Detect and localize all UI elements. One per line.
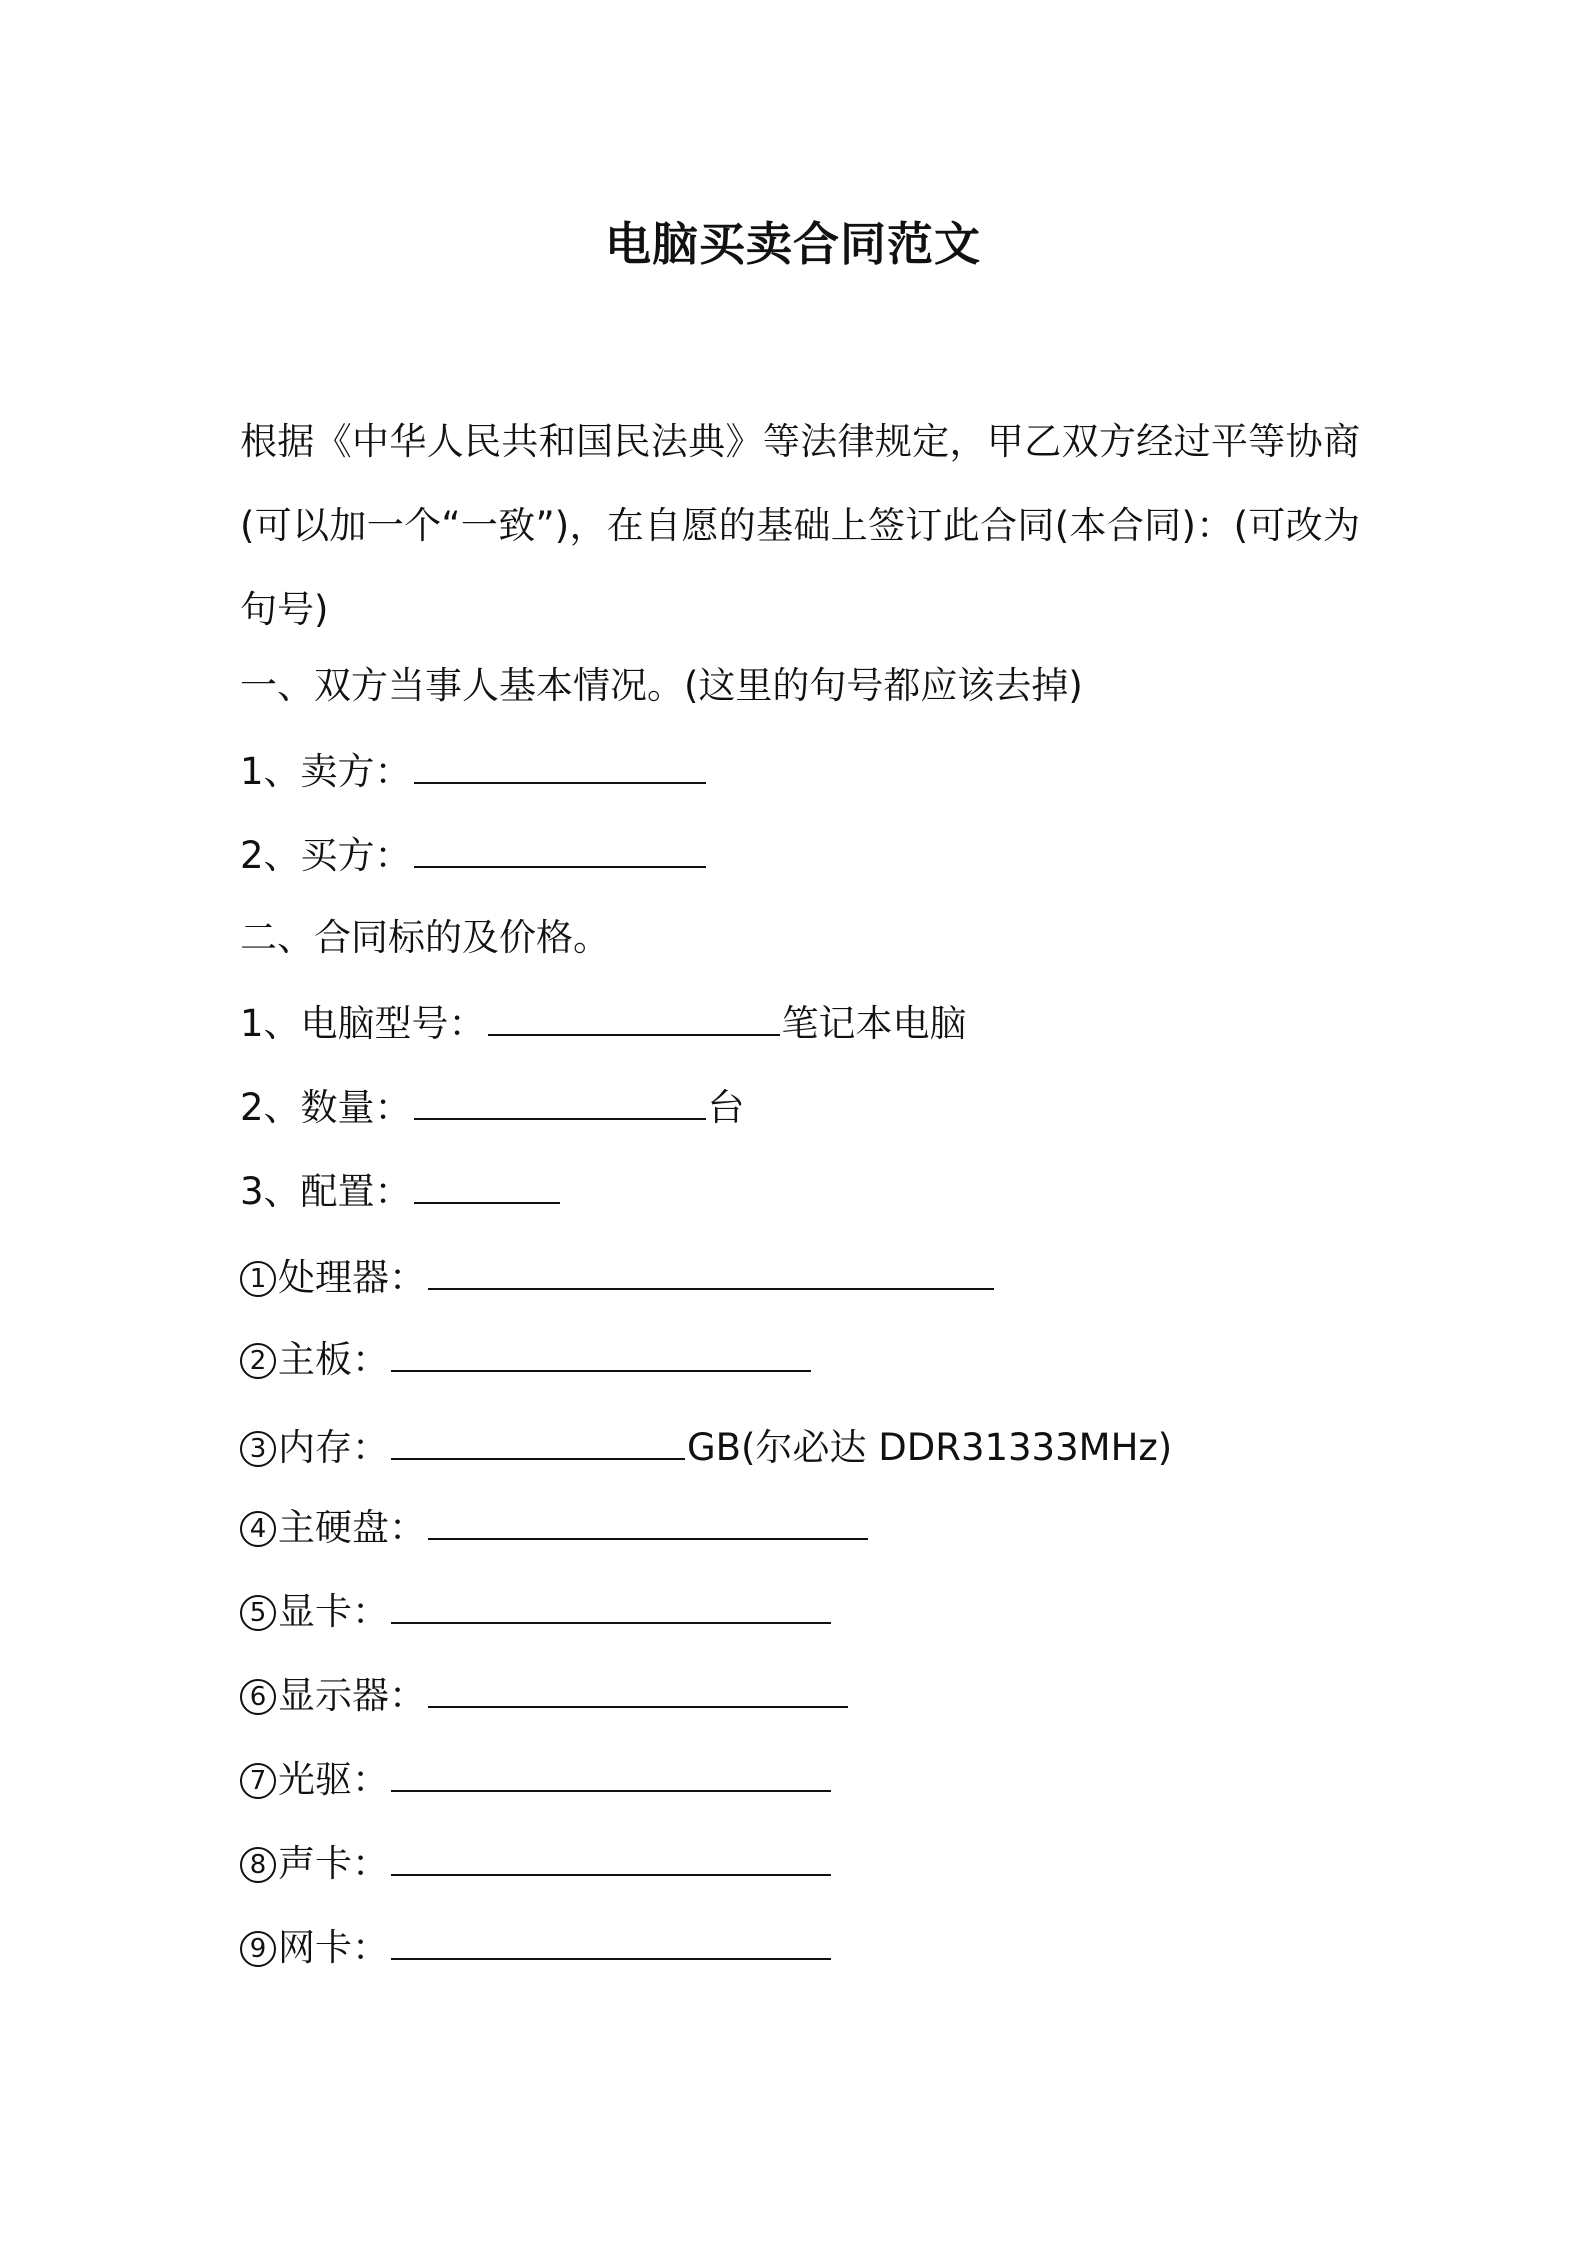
config-item-label: 显示器：: [278, 1674, 426, 1717]
buyer-line: [240, 828, 708, 882]
network-card-blank[interactable]: [391, 1920, 831, 1960]
monitor-blank[interactable]: [428, 1668, 848, 1708]
config-item: [240, 1752, 833, 1806]
config-item-label: 主硬盘：: [278, 1506, 426, 1549]
document-title: 电脑买卖合同范文: [605, 217, 981, 271]
quantity-blank[interactable]: [414, 1080, 706, 1120]
circled-number: 6: [240, 1679, 276, 1715]
intro-paragraph: 根据《中华人民共和国民法典》等法律规定，甲乙双方经过平等协商(可以加一个“一致”)，在自愿的基础上签订此合同(本合同)：(可改为句号): [240, 420, 1360, 631]
config-item-suffix: GB(尔必达 DDR31333MHz): [687, 1426, 1173, 1469]
config-item: [240, 1250, 996, 1304]
config-item-label: 网卡：: [278, 1926, 389, 1969]
model-line: [240, 996, 967, 1050]
buyer-label: 2、买方：: [240, 834, 412, 877]
processor-blank[interactable]: [428, 1250, 994, 1290]
config-item-label: 主板：: [278, 1338, 389, 1381]
config-label: 3、配置：: [240, 1170, 412, 1213]
circled-number: 8: [240, 1847, 276, 1883]
model-blank[interactable]: [488, 996, 780, 1036]
seller-blank[interactable]: [414, 744, 706, 784]
config-item: [240, 1332, 813, 1386]
seller-line: [240, 744, 708, 798]
quantity-label: 2、数量：: [240, 1086, 412, 1129]
sound-card-blank[interactable]: [391, 1836, 831, 1876]
seller-label: 1、卖方：: [240, 750, 412, 793]
config-item-label: 内存：: [278, 1426, 389, 1469]
circled-number: 9: [240, 1931, 276, 1967]
config-item: [240, 1920, 833, 1974]
buyer-blank[interactable]: [414, 828, 706, 868]
config-line: [240, 1164, 562, 1218]
hard-drive-blank[interactable]: [428, 1500, 868, 1540]
config-item-label: 光驱：: [278, 1758, 389, 1801]
graphics-card-blank[interactable]: [391, 1584, 831, 1624]
config-item: [240, 1668, 850, 1722]
quantity-suffix: 台: [707, 1086, 745, 1129]
circled-number: 3: [240, 1431, 276, 1467]
circled-number: 4: [240, 1511, 276, 1547]
config-item-label: 声卡：: [278, 1842, 389, 1885]
config-item: [240, 1584, 833, 1638]
circled-number: 2: [240, 1343, 276, 1379]
config-blank[interactable]: [414, 1164, 560, 1204]
section2-heading: 二、合同标的及价格。: [240, 916, 610, 959]
model-suffix: 笔记本电脑: [781, 1002, 967, 1045]
quantity-line: [240, 1080, 745, 1134]
optical-drive-blank[interactable]: [391, 1752, 831, 1792]
memory-blank[interactable]: [391, 1420, 685, 1460]
model-label: 1、电脑型号：: [240, 1002, 486, 1045]
circled-number: 5: [240, 1595, 276, 1631]
circled-number: 1: [240, 1261, 276, 1297]
section1-heading: 一、双方当事人基本情况。(这里的句号都应该去掉): [240, 664, 1083, 707]
config-item: [240, 1420, 1172, 1474]
config-item: [240, 1500, 870, 1554]
config-item-label: 显卡：: [278, 1590, 389, 1633]
config-item-label: 处理器：: [278, 1256, 426, 1299]
config-item: [240, 1836, 833, 1890]
motherboard-blank[interactable]: [391, 1332, 811, 1372]
circled-number: 7: [240, 1763, 276, 1799]
